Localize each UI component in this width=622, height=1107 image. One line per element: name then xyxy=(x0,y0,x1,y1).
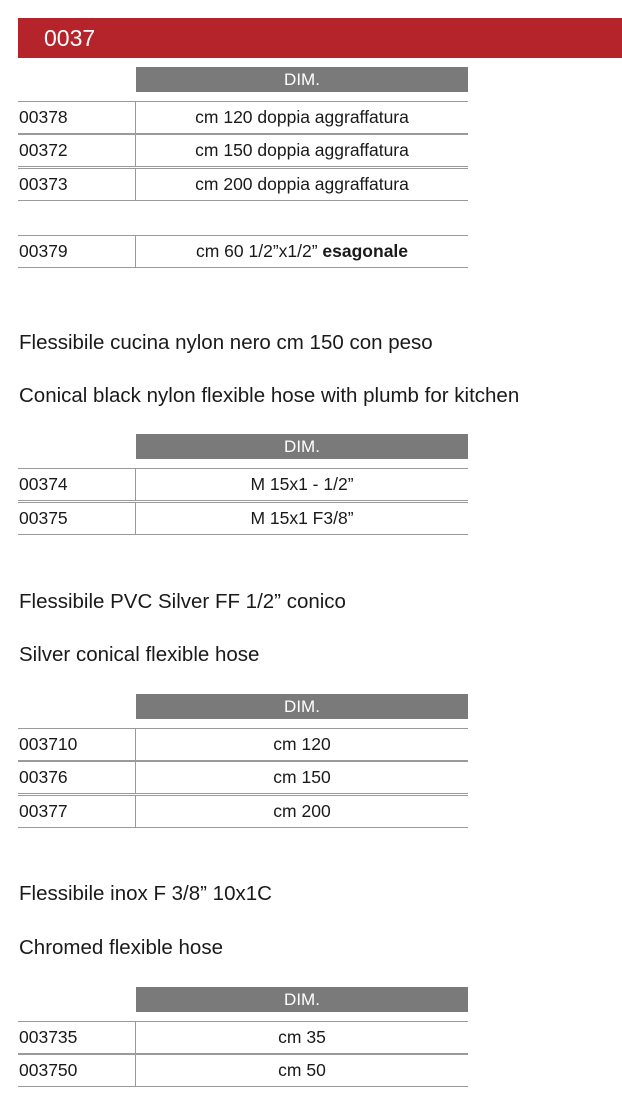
row-dimension: cm 35 xyxy=(278,1027,326,1047)
row-code: 00374 xyxy=(19,474,68,494)
row-code: 003710 xyxy=(19,734,78,754)
row-dimension: cm 150 doppia aggraffatura xyxy=(195,140,409,160)
section-2-title-it: Flessibile cucina nylon nero cm 150 con peso xyxy=(19,331,433,354)
product-code-header xyxy=(18,18,622,58)
row-code: 00377 xyxy=(19,801,68,821)
table-row xyxy=(18,101,468,134)
section-4-title-en: Chromed flexible hose xyxy=(19,936,223,959)
table-row xyxy=(18,168,468,201)
row-code: 00378 xyxy=(19,107,68,127)
row-dimension: cm 200 doppia aggraffatura xyxy=(195,174,409,194)
row-code: 00379 xyxy=(19,241,68,261)
row-dimension: M 15x1 - 1/2” xyxy=(250,474,354,494)
dim-column-header: DIM. xyxy=(136,434,468,459)
table-row xyxy=(18,1021,468,1054)
row-dimension: cm 200 xyxy=(273,801,331,821)
row-code: 00373 xyxy=(19,174,68,194)
row-code: 00376 xyxy=(19,767,68,787)
table-row xyxy=(18,728,468,761)
row-code: 003735 xyxy=(19,1027,78,1047)
dim-column-header: DIM. xyxy=(136,694,468,719)
table-row xyxy=(18,134,468,167)
table-row xyxy=(18,468,468,501)
table-row xyxy=(18,235,468,268)
section-3-title-it: Flessibile PVC Silver FF 1/2” conico xyxy=(19,590,346,613)
dim-column-header: DIM. xyxy=(136,67,468,92)
section-4-title-it: Flessibile inox F 3/8” 10x1C xyxy=(19,882,272,905)
dim-column-header: DIM. xyxy=(136,987,468,1012)
row-dimension xyxy=(136,236,468,267)
dim-prefix: cm 60 1/2”x1/2” xyxy=(195,241,323,261)
section-3-title-en: Silver conical flexible hose xyxy=(19,643,260,666)
row-dimension: cm 50 xyxy=(278,1060,326,1080)
row-dimension: cm 120 doppia aggraffatura xyxy=(195,107,409,127)
table-row xyxy=(18,795,468,828)
dim-bold: esagonale xyxy=(322,241,409,261)
row-code: 00375 xyxy=(19,508,68,528)
table-row xyxy=(18,502,468,535)
row-code: 003750 xyxy=(19,1060,78,1080)
section-2-title-en: Conical black nylon flexible hose with plumb for kitchen xyxy=(19,384,520,407)
row-dimension: cm 120 xyxy=(273,734,331,754)
product-code: 0037 xyxy=(44,25,96,51)
table-row xyxy=(18,1054,468,1087)
row-dimension: cm 150 xyxy=(273,767,331,787)
row-code: 00372 xyxy=(19,140,68,160)
row-dimension: M 15x1 F3/8” xyxy=(250,508,354,528)
table-row xyxy=(18,761,468,794)
